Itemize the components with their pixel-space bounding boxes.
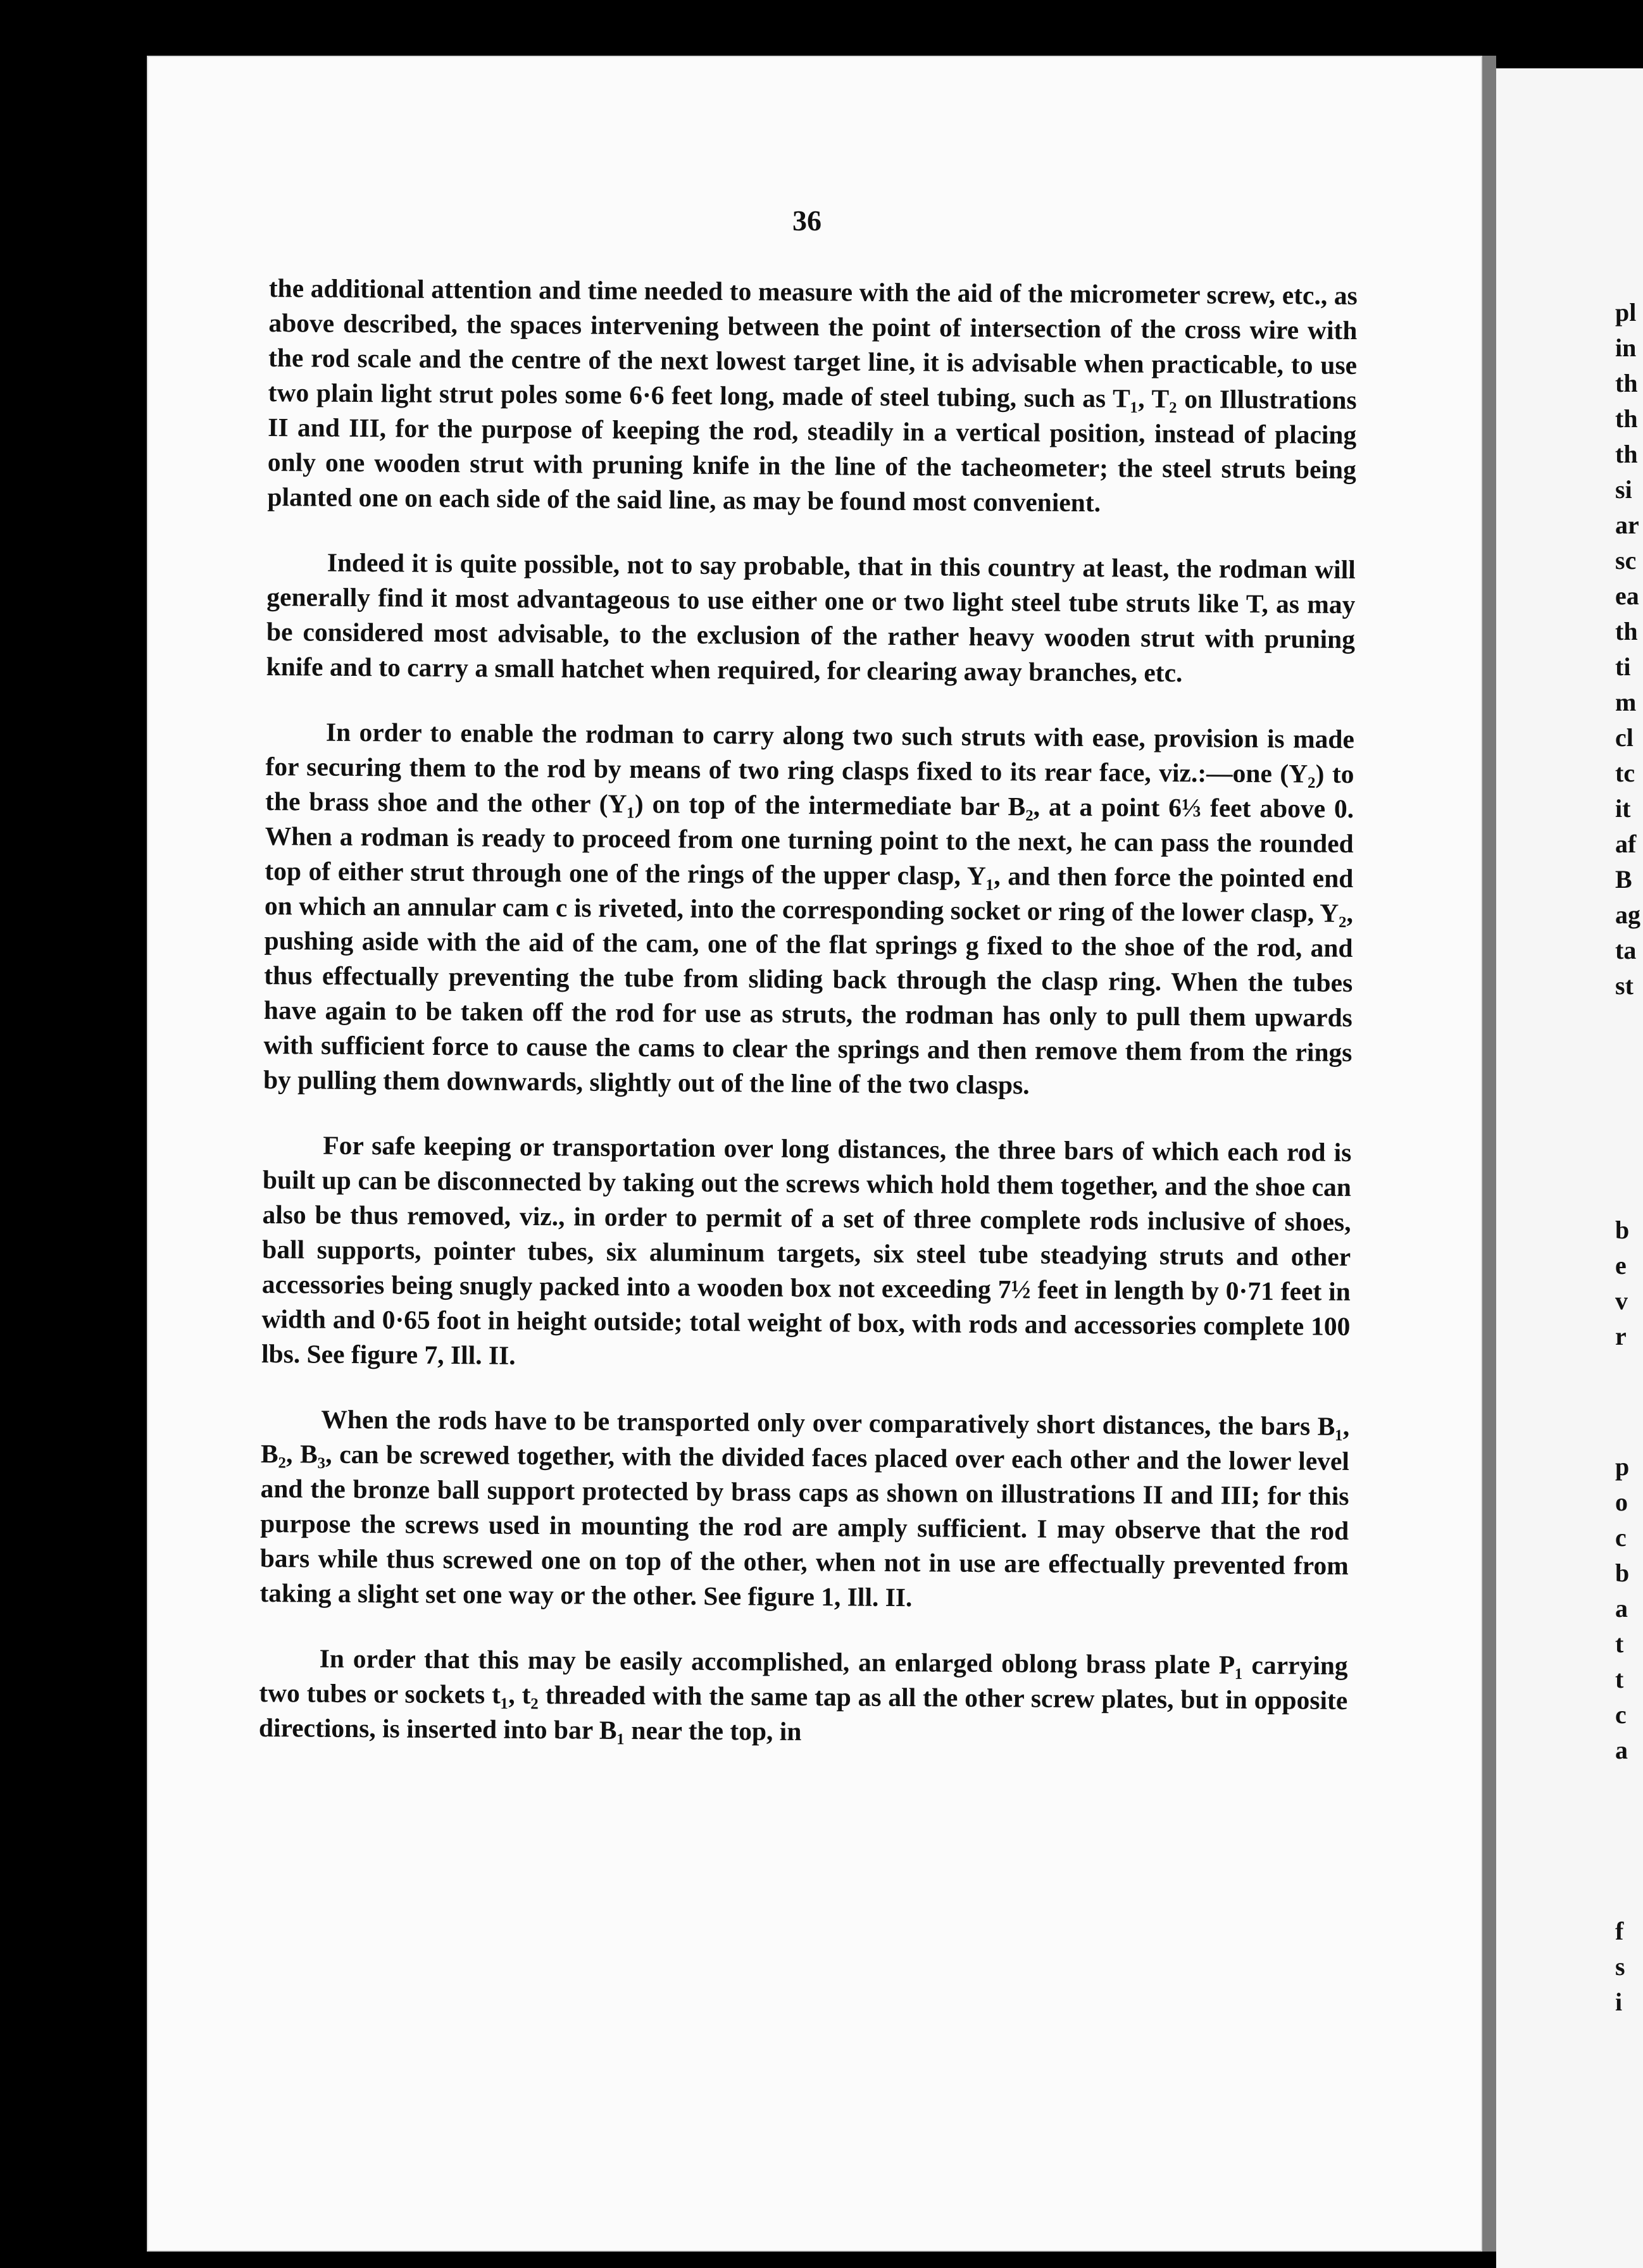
fragment-group1-14: it: [1615, 794, 1631, 823]
fragment-group3-6: t: [1615, 1665, 1624, 1693]
fragment-group1-8: ea: [1615, 582, 1639, 610]
fragment-group4-1: s: [1615, 1952, 1625, 1981]
fragment-group1-2: th: [1615, 369, 1638, 397]
fragment-group1-7: sc: [1615, 546, 1637, 575]
fragment-group3-5: t: [1615, 1629, 1624, 1658]
fragment-group2-1: e: [1615, 1251, 1627, 1280]
next-page-fragments: [1615, 295, 1643, 2020]
fragment-group1-10: ti: [1615, 652, 1631, 681]
fragment-group3-2: c: [1615, 1523, 1627, 1552]
fragment-group1-5: si: [1615, 475, 1632, 504]
fragment-group1-18: ta: [1615, 936, 1637, 964]
fragment-group3-1: o: [1615, 1488, 1628, 1516]
paragraph-4: For safe keeping or transportation over long distances, the three bars of which each rod is built up can be disconnected by taking out the screws which hold them together, and the shoe can also be thus removed, viz., in order to permit of a set of three complete rods inclusive of shoes, ball supports, pointer tubes, six aluminum targets, six steel tube steadying struts and other accessories being snugly packed into a wooden box not exceeding 7½ feet in length by 0·71 feet in width and 0·65 foot in height outside; total weight of box, with rods and accessories complete 100 lbs. See figure 7, Ill. II.: [261, 1130, 1352, 1370]
body-text: [258, 271, 1358, 1783]
fragment-group1-3: th: [1615, 404, 1638, 433]
fragment-spacer: [1615, 1004, 1643, 1212]
fragment-group1-15: af: [1615, 830, 1637, 858]
page-gutter: [1482, 56, 1496, 2252]
paragraph-2: Indeed it is quite possible, not to say probable, that in this country at least, the rodman will generally find it most advantageous to use either one or two light steel tube struts like T, as may be considered most advisable, to the exclusion of the rather heavy wooden strut with pruning knife and to carry a small hatchet when required, for clearing away branches, etc.: [266, 547, 1356, 688]
fragment-group3-7: c: [1615, 1700, 1627, 1729]
fragment-group1-19: st: [1615, 971, 1634, 1000]
page-number: 36: [792, 204, 822, 237]
fragment-group2-3: r: [1615, 1322, 1627, 1350]
paragraph-3: In order to enable the rodman to carry along two such struts with ease, provision is made for securing them to the rod by means of two ring clasps fixed to its rear face, viz.:—one (Y₂) to the brass shoe and the other (Y₁) on top of the intermediate bar B₂, at a point 6⅓ feet above 0. When a rodman is ready to proceed from one turning point to the next, he can pass the rounded top of either strut through one of the rings of the upper clasp, Y₁, and then force the pointed end on which an annular cam c is riveted, into the corresponding socket or ring of the lower clasp, Y₂, pushing aside with the aid of the cam, one of the flat springs g fixed to the shoe of the rod, and thus effectually preventing the tube from sliding back through the clasp ring. When the tubes have again to be taken off the rod for use as struts, the rodman has only to pull them upwards with sufficient force to cause the cams to clear the springs and then remove them from the rings by pulling them downwards, slightly out of the line of the two clasps.: [263, 717, 1355, 1100]
fragment-group1-13: tc: [1615, 759, 1635, 787]
fragment-group4-2: i: [1615, 1988, 1623, 2016]
fragment-group1-11: m: [1615, 688, 1637, 716]
fragment-group3-4: a: [1615, 1594, 1628, 1623]
paragraph-1: the additional attention and time needed to measure with the aid of the micrometer screw, etc., as above described, the spaces intervening between the point of intersection of the cross wire with the rod scale and the centre of the next lowest target line, it is advisable when practicable, to use two plain light strut poles some 6·6 feet long, made of steel tubing, such as T₁, T₂ on Illustrations II and III, for the purpose of keeping the rod, steadily in a vertical position, instead of placing only one wooden strut with pruning knife in the line of the tacheometer; the steel struts being planted one on each side of the said line, as may be found most convenient.: [267, 273, 1358, 518]
fragment-group1-12: cl: [1615, 723, 1634, 752]
fragment-group2-0: b: [1615, 1216, 1630, 1244]
paragraph-5: When the rods have to be transported only over comparatively short distances, the bars B₁, B₂, B₃, can be screwed together, with the divided faces placed over each other and the lower level and the bronze ball support protected by brass caps as shown on illustrations II and III; for this purpose the screws used in mounting the rod are amply sufficient. I may observe that the rod bars while thus screwed one on top of the other, when not in use are effectually prevented from taking a slight set one way or the other. See figure 1, Ill. II.: [259, 1404, 1350, 1612]
fragment-group1-0: pl: [1615, 298, 1637, 327]
fragment-group1-16: B: [1615, 865, 1632, 894]
fragment-group1-17: ag: [1615, 900, 1640, 929]
fragment-group3-8: a: [1615, 1736, 1628, 1764]
fragment-group3-0: p: [1615, 1452, 1630, 1481]
fragment-group3-3: b: [1615, 1559, 1630, 1587]
fragment-group4-0: f: [1615, 1917, 1624, 1945]
fragment-group1-6: ar: [1615, 511, 1639, 539]
fragment-group2-2: v: [1615, 1287, 1628, 1315]
paragraph-6: In order that this may be easily accomplished, an enlarged oblong brass plate P₁ carrying two tubes or sockets t₁, t₂ threaded with the same tap as all the other screw plates, but in opposite directions, is inserted into bar B₁ near the top, in: [258, 1643, 1348, 1746]
fragment-group1-1: in: [1615, 333, 1637, 362]
fragment-group1-9: th: [1615, 617, 1638, 645]
fragment-spacer: [1615, 1768, 1643, 1914]
fragment-spacer: [1615, 1354, 1643, 1449]
fragment-group1-4: th: [1615, 440, 1638, 468]
